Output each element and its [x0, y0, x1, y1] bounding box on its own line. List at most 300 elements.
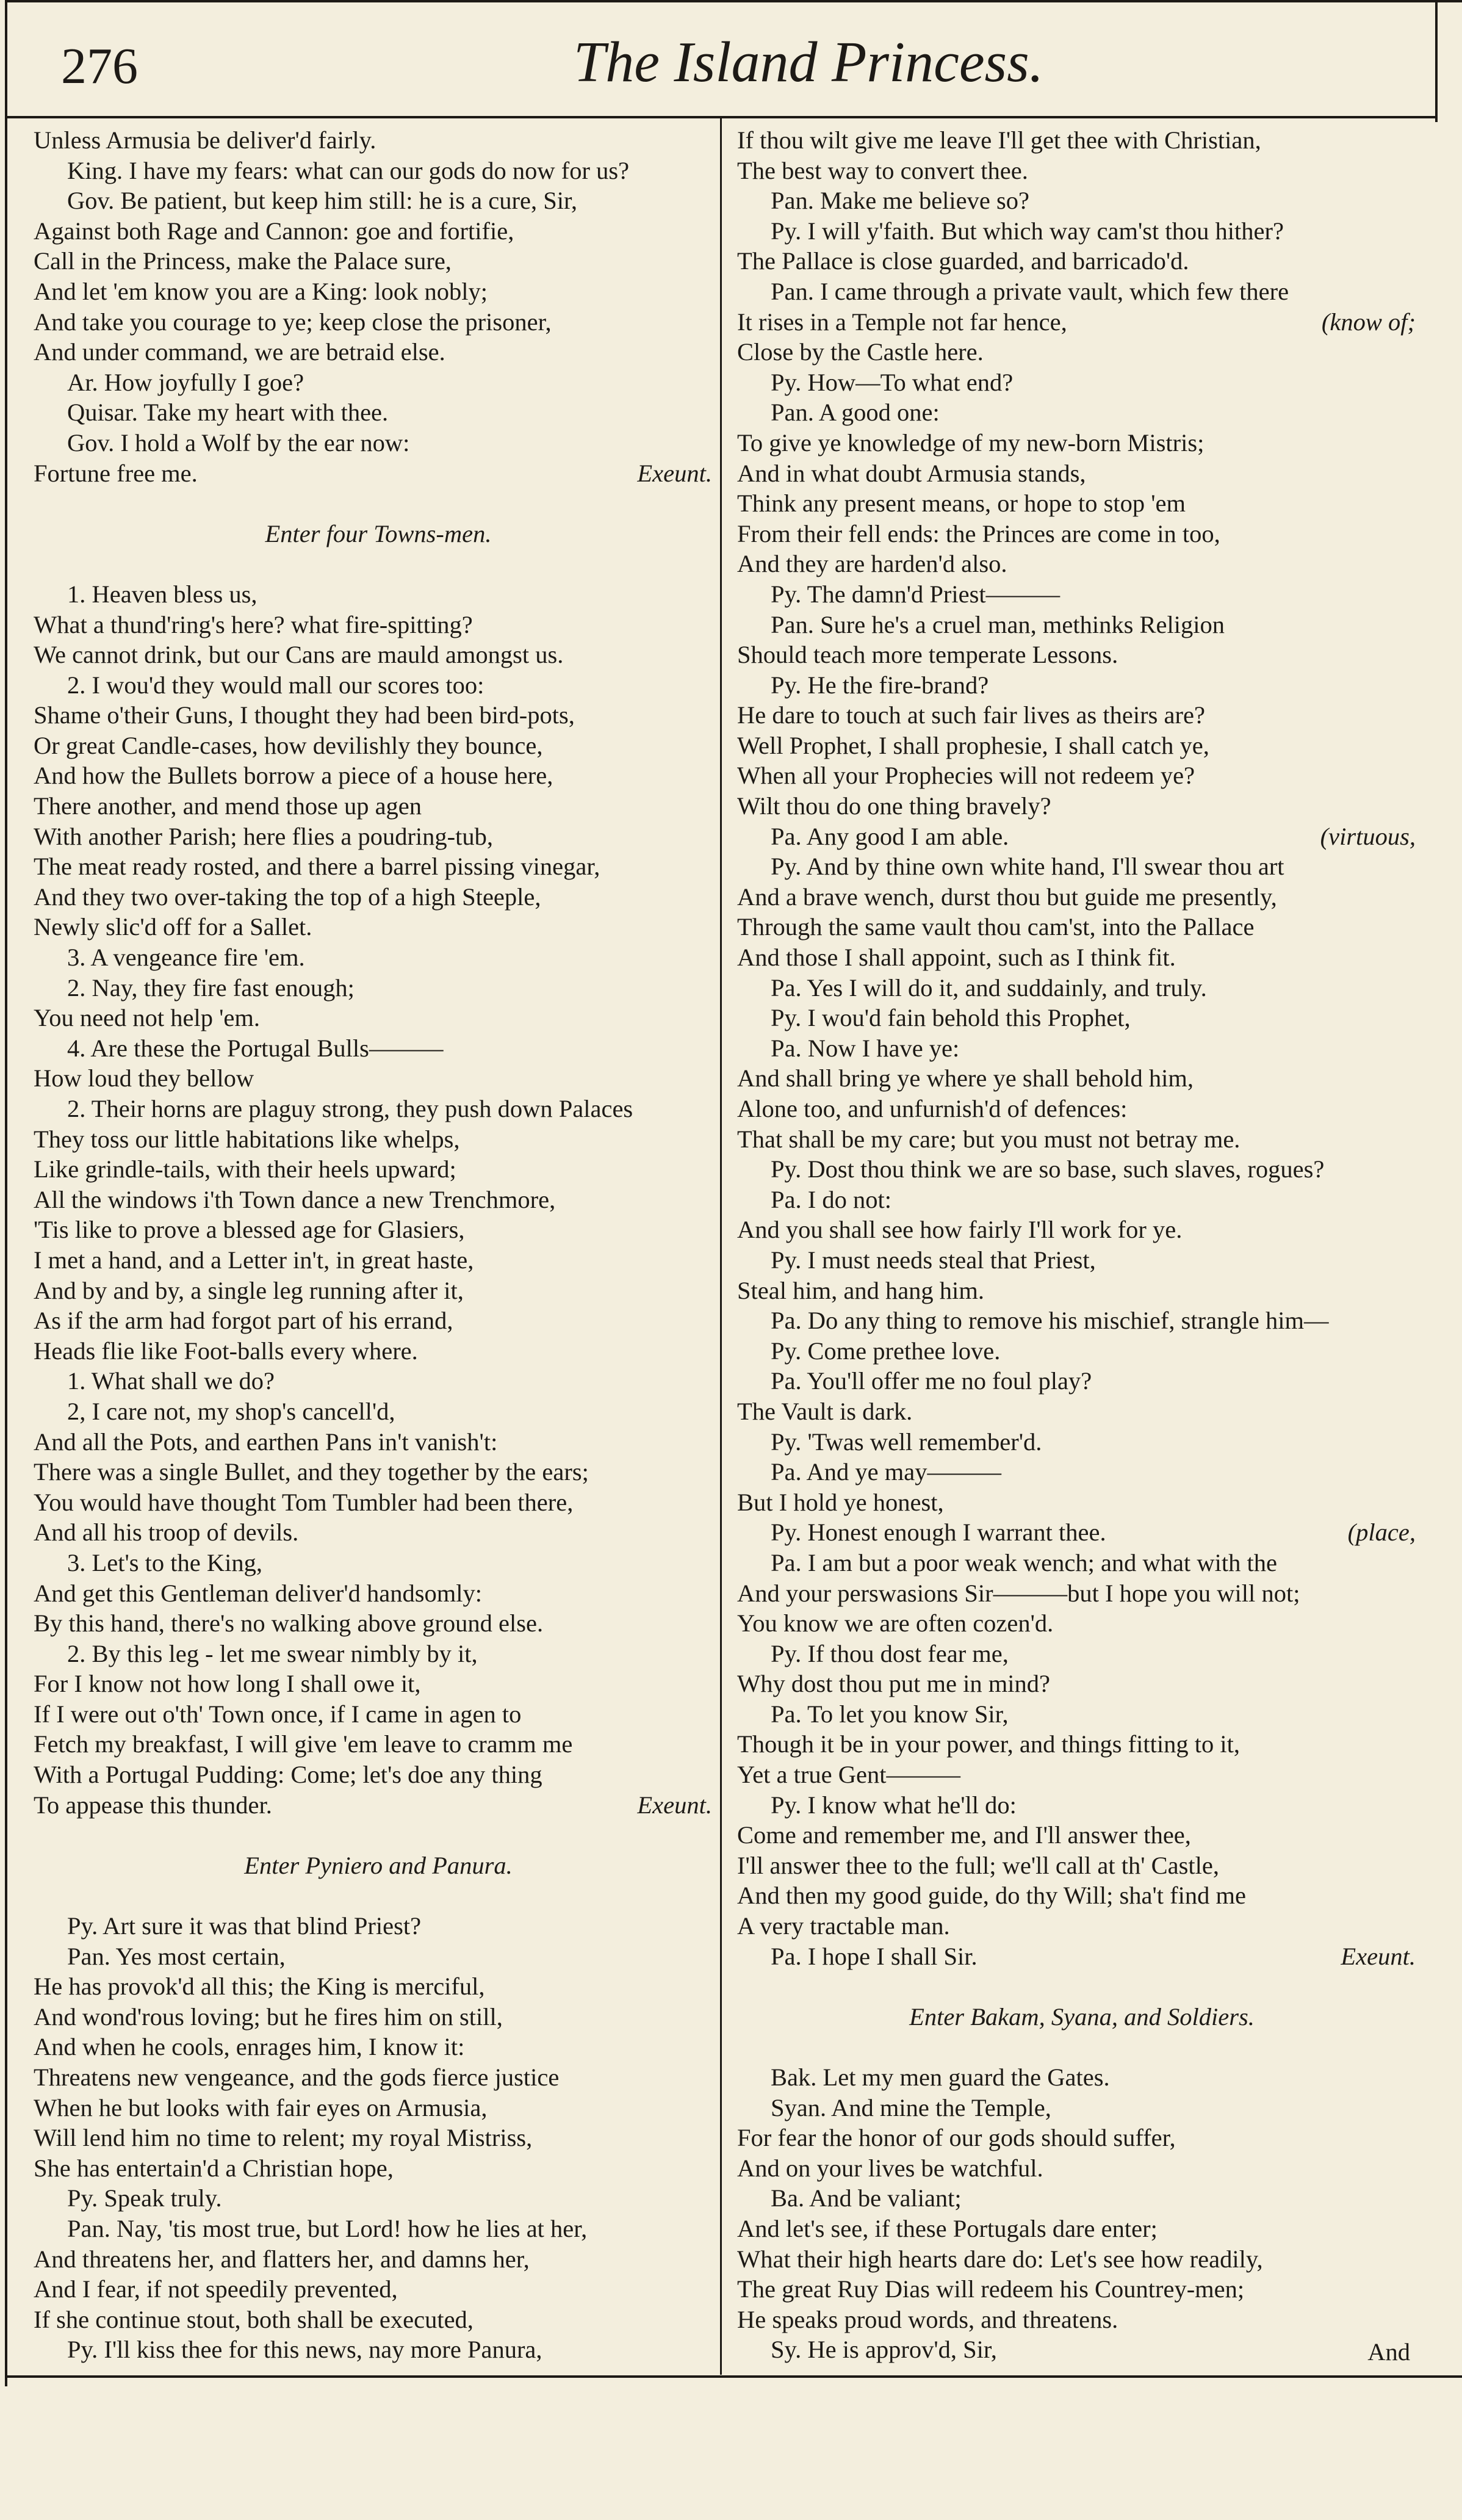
line-text: He speaks proud words, and threatens. [737, 2305, 1118, 2333]
line-text: King. I have my fears: what can our gods do now for us? [67, 156, 630, 184]
line-text: Pan. Make me believe so? [771, 187, 1029, 215]
verse-line [34, 700, 723, 731]
verse-line [34, 1003, 723, 1033]
verse-line [737, 851, 1427, 882]
verse-line [34, 1608, 723, 1639]
page-header [0, 0, 1462, 116]
line-text: Ba. And be valiant; [771, 2184, 962, 2212]
verse-line [34, 307, 723, 338]
verse-line [737, 1276, 1427, 1306]
line-text: Py. How—To what end? [771, 368, 1014, 396]
line-text: For I know not how long I shall owe it, [34, 1670, 421, 1698]
verse-line [34, 276, 723, 307]
verse-line [737, 125, 1427, 156]
line-text: Sy. He is approv'd, Sir, [771, 2336, 997, 2364]
verse-line [737, 397, 1427, 428]
line-text: By this hand, there's no walking above ground else. [34, 1609, 544, 1637]
verse-line [737, 610, 1427, 640]
verse-line [34, 2093, 723, 2123]
line-text: 2, I care not, my shop's cancell'd, [67, 1397, 395, 1425]
verse-line [34, 1245, 723, 1276]
verse-line [737, 2214, 1427, 2244]
line-text: Py. He the fire-brand? [771, 671, 989, 699]
verse-line [34, 2153, 723, 2184]
verse-line [34, 1699, 723, 1730]
line-text: 1. What shall we do? [67, 1367, 275, 1395]
verse-line [34, 1911, 723, 1941]
verse-line [737, 2093, 1427, 2123]
verse-line [737, 1154, 1427, 1185]
verse-line [737, 1457, 1427, 1487]
line-text: Shame o'their Guns, I thought they had been bird-pots, [34, 701, 575, 729]
verse-line [737, 156, 1427, 186]
line-text: Py. If thou dost fear me, [771, 1639, 1009, 1667]
line-text: Gov. Be patient, but keep him still: he is a cure, Sir, [67, 187, 577, 215]
line-text: And how the Bullets borrow a piece of a house here, [34, 762, 553, 790]
line-text: Well Prophet, I shall prophesie, I shall catch ye, [737, 731, 1209, 759]
verse-line [34, 760, 723, 791]
verse-line [34, 1033, 723, 1064]
verse-line [34, 821, 723, 852]
frame-right-rule [1435, 0, 1438, 122]
line-text: Py. I know what he'll do: [771, 1791, 1017, 1819]
verse-line [737, 1366, 1427, 1396]
line-text: Fetch my breakfast, I will give 'em leave to cramm me [34, 1730, 573, 1758]
line-text: And when he cools, enrages him, I know it: [34, 2033, 465, 2061]
verse-line [34, 337, 723, 367]
line-text: Steal him, and hang him. [737, 1276, 984, 1304]
verse-line [737, 428, 1427, 458]
verse-line [737, 1880, 1427, 1911]
verse-line [737, 488, 1427, 519]
line-text: 2. Nay, they fire fast enough; [67, 973, 355, 1002]
line-text: And then my good guide, do thy Will; sha't find me [737, 1882, 1246, 1910]
line-text: You know we are often cozen'd. [737, 1609, 1054, 1637]
verse-line [737, 942, 1427, 973]
verse-line [34, 2123, 723, 2153]
verse-line [34, 579, 723, 610]
stage-direction [737, 2002, 1427, 2032]
line-text: Py. Honest enough I warrant thee. [771, 1518, 1106, 1547]
verse-line [34, 610, 723, 640]
line-text: You would have thought Tom Tumbler had been there, [34, 1488, 574, 1516]
line-text: What their high hearts dare do: Let's see how readily, [737, 2245, 1263, 2273]
line-text: Pan. Nay, 'tis most true, but Lord! how he lies at her, [67, 2214, 588, 2242]
verse-line [737, 1396, 1427, 1427]
verse-line [34, 670, 723, 701]
line-text: Py. Speak truly. [67, 2184, 222, 2212]
verse-line [34, 125, 723, 156]
line-text: Pan. I came through a private vault, which few there [771, 277, 1289, 305]
right-aligned-text: Exeunt. [1341, 1942, 1416, 1970]
line-text: Enter four Towns-men. [265, 519, 492, 547]
verse-line [737, 912, 1427, 942]
verse-line [34, 1729, 723, 1760]
line-text: Pan. Sure he's a cruel man, methinks Religion [771, 610, 1225, 638]
verse-line [737, 791, 1427, 821]
line-text: I met a hand, and a Letter in't, in great haste, [34, 1246, 474, 1274]
verse-line [34, 1124, 723, 1155]
line-text: Syan. And mine the Temple, [771, 2093, 1051, 2121]
verse-line [34, 1790, 723, 1821]
line-text: Py. I must needs steal that Priest, [771, 1246, 1096, 1274]
line-text: Close by the Castle here. [737, 338, 984, 366]
verse-line [34, 1669, 723, 1699]
line-text: With another Parish; here flies a poudring-tub, [34, 822, 494, 850]
line-text: 1. Heaven bless us, [67, 580, 257, 608]
line-text: A very tractable man. [737, 1912, 950, 1940]
line-text: I'll answer thee to the full; we'll call at th' Castle, [737, 1851, 1220, 1879]
verse-line [34, 912, 723, 942]
line-text: From their fell ends: the Princes are come in too, [737, 519, 1220, 547]
line-text: We cannot drink, but our Cans are mauld amongst us. [34, 641, 564, 669]
line-text: And wond'rous loving; but he fires him on still, [34, 2002, 503, 2031]
verse-line [34, 1276, 723, 1306]
line-text: Through the same vault thou cam'st, into the Pallace [737, 913, 1255, 941]
line-text: Or great Candle-cases, how devilishly they bounce, [34, 731, 543, 759]
verse-line [737, 1427, 1427, 1457]
line-text: Against both Rage and Cannon: goe and fortifie, [34, 217, 514, 245]
line-text: And I fear, if not speedily prevented, [34, 2275, 398, 2303]
verse-line [737, 640, 1427, 670]
line-text: But I hold ye honest, [737, 1488, 944, 1516]
verse-line [737, 1548, 1427, 1578]
verse-line [34, 1880, 723, 1911]
running-title: The Island Princess. [574, 31, 1044, 94]
verse-line [737, 2062, 1427, 2093]
verse-line [34, 549, 723, 579]
line-text: Ar. How joyfully I goe? [67, 368, 304, 396]
verse-line [34, 1548, 723, 1578]
verse-line [34, 1154, 723, 1185]
line-text: 3. Let's to the King, [67, 1548, 263, 1576]
verse-line [34, 2214, 723, 2244]
frame-top-rule [5, 0, 1462, 2]
line-text: 2. I wou'd they would mall our scores too: [67, 671, 484, 699]
verse-line [737, 1033, 1427, 1064]
line-text: If I were out o'th' Town once, if I came in agen to [34, 1700, 522, 1728]
line-text: And they two over-taking the top of a high Steeple, [34, 883, 541, 911]
right-aligned-text: Exeunt. [637, 459, 712, 487]
line-text: When all your Prophecies will not redeem ye? [737, 762, 1195, 790]
line-text: And let's see, if these Portugals dare enter; [737, 2214, 1158, 2242]
line-text: To give ye knowledge of my new-born Mistris; [737, 428, 1205, 457]
line-text: The meat ready rosted, and there a barrel pissing vinegar, [34, 853, 600, 881]
line-text: Like grindle-tails, with their heels upward; [34, 1155, 456, 1183]
verse-line [737, 1850, 1427, 1881]
verse-line [34, 731, 723, 761]
line-text: Enter Pyniero and Panura. [244, 1851, 513, 1879]
verse-line [737, 1639, 1427, 1669]
verse-line [737, 1124, 1427, 1155]
line-text: Enter Bakam, Syana, and Soldiers. [909, 2002, 1255, 2031]
line-text: 2. Their horns are plaguy strong, they push down Palaces [67, 1095, 633, 1122]
verse-line [737, 1487, 1427, 1518]
verse-line [34, 156, 723, 186]
stage-direction [34, 1850, 723, 1881]
line-text: Pan. A good one: [771, 399, 940, 427]
line-text: And a brave wench, durst thou but guide me presently, [737, 883, 1277, 911]
line-text: Pa. Now I have ye: [771, 1034, 960, 1062]
verse-line [737, 2032, 1427, 2062]
right-aligned-text: (know of; [1321, 308, 1416, 336]
verse-line [34, 2032, 723, 2062]
verse-line [34, 2274, 723, 2305]
verse-line [737, 1063, 1427, 1094]
line-text: Think any present means, or hope to stop 'em [737, 489, 1186, 518]
line-text: It rises in a Temple not far hence, [737, 308, 1067, 336]
verse-line [737, 760, 1427, 791]
line-text: Py. Come prethee love. [771, 1337, 1001, 1365]
line-text: Py. Art sure it was that blind Priest? [67, 1912, 422, 1940]
line-text: Will lend him no time to relent; my royal Mistriss, [34, 2124, 533, 2152]
line-text: And shall bring ye where ye shall behold him, [737, 1064, 1194, 1092]
line-text: Pa. Do any thing to remove his mischief, strangle him— [771, 1307, 1329, 1335]
verse-line [737, 276, 1427, 307]
line-text: Py. I'll kiss thee for this news, nay more Panura, [67, 2336, 542, 2364]
verse-line [34, 397, 723, 428]
verse-line [34, 186, 723, 216]
verse-line [34, 1971, 723, 2002]
verse-line [737, 1760, 1427, 1790]
verse-line [737, 821, 1427, 852]
line-text: You need not help 'em. [34, 1004, 261, 1032]
line-text: 2. By this leg - let me swear nimbly by it, [67, 1639, 478, 1667]
verse-line [737, 579, 1427, 610]
line-text: The Vault is dark. [737, 1397, 913, 1425]
verse-line [34, 2183, 723, 2214]
line-text: And all his troop of devils. [34, 1518, 299, 1547]
line-text: And take you courage to ye; keep close the prisoner, [34, 308, 552, 336]
line-text: When he but looks with fair eyes on Armusia, [34, 2093, 488, 2121]
line-text: Pa. I hope I shall Sir. [771, 1942, 978, 1970]
verse-line [737, 2305, 1427, 2335]
verse-line [34, 973, 723, 1003]
line-text: 3. A vengeance fire 'em. [67, 944, 305, 972]
verse-line [737, 2274, 1427, 2305]
line-text: Py. I will y'faith. But which way cam'st thou hither? [771, 217, 1284, 245]
verse-line [34, 367, 723, 398]
verse-line [737, 1003, 1427, 1033]
verse-line [34, 1820, 723, 1850]
line-text: If she continue stout, both shall be executed, [34, 2305, 474, 2333]
verse-line [737, 731, 1427, 761]
verse-line [34, 882, 723, 912]
line-text: Pa. I do not: [771, 1185, 891, 1213]
line-text: The Pallace is close guarded, and barricado'd. [737, 247, 1189, 275]
line-text: And you shall see how fairly I'll work for ye. [737, 1216, 1183, 1244]
verse-line [34, 1517, 723, 1548]
line-text: And under command, we are betraid else. [34, 338, 445, 366]
verse-line [34, 1427, 723, 1457]
line-text: That shall be my care; but you must not betray me. [737, 1125, 1241, 1153]
line-text: Newly slic'd off for a Sallet. [34, 913, 312, 941]
verse-line [34, 1305, 723, 1336]
line-text: He has provok'd all this; the King is merciful, [34, 1973, 485, 2001]
line-text: Pa. Yes I will do it, and suddainly, and truly. [771, 973, 1207, 1002]
text-column-right [737, 125, 1427, 2365]
line-text: And those I shall appoint, such as I think fit. [737, 944, 1176, 972]
text-column-left [34, 125, 723, 2365]
line-text: And your perswasions Sir———but I hope you will not; [737, 1579, 1300, 1607]
line-text: The great Ruy Dias will redeem his Countrey-men; [737, 2275, 1245, 2303]
line-text: Fortune free me. [34, 459, 198, 487]
verse-line [737, 1971, 1427, 2002]
verse-line [737, 1245, 1427, 1276]
verse-line [737, 1185, 1427, 1215]
verse-line [34, 1185, 723, 1215]
line-text: Pa. To let you know Sir, [771, 1700, 1009, 1728]
verse-line [737, 1729, 1427, 1760]
verse-line [34, 942, 723, 973]
verse-line [34, 1366, 723, 1396]
line-text: And they are harden'd also. [737, 550, 1007, 578]
line-text: For fear the honor of our gods should suffer, [737, 2124, 1176, 2152]
verse-line [34, 2305, 723, 2335]
line-text: Alone too, and unfurnish'd of defences: [737, 1095, 1128, 1122]
catchword: And [1367, 2338, 1410, 2366]
verse-line [737, 1911, 1427, 1941]
line-text: Py. I wou'd fain behold this Prophet, [771, 1004, 1131, 1032]
verse-line [737, 670, 1427, 701]
line-text: Come and remember me, and I'll answer thee, [737, 1821, 1191, 1849]
verse-line [737, 973, 1427, 1003]
verse-line [737, 2334, 1427, 2365]
verse-line [34, 428, 723, 458]
verse-line [34, 851, 723, 882]
line-text: Threatens new vengeance, and the gods fierce justice [34, 2063, 560, 2091]
frame-left-rule [5, 0, 7, 2386]
line-text: And let 'em know you are a King: look nobly; [34, 277, 488, 305]
verse-line [737, 1608, 1427, 1639]
verse-line [737, 458, 1427, 489]
line-text: And by and by, a single leg running after it, [34, 1276, 464, 1304]
verse-line [737, 1820, 1427, 1850]
verse-line [34, 1941, 723, 1972]
line-text: How loud they bellow [34, 1064, 254, 1092]
verse-line [737, 367, 1427, 398]
verse-line [34, 640, 723, 670]
line-text: Why dost thou put me in mind? [737, 1670, 1050, 1698]
verse-line [737, 1305, 1427, 1336]
line-text: Pa. Any good I am able. [771, 822, 1009, 850]
line-text: What a thund'ring's here? what fire-spitting? [34, 610, 473, 638]
verse-line [34, 1063, 723, 1094]
verse-line [737, 216, 1427, 247]
line-text: To appease this thunder. [34, 1791, 272, 1819]
line-text: And in what doubt Armusia stands, [737, 459, 1086, 487]
verse-line [34, 1760, 723, 1790]
line-text: Should teach more temperate Lessons. [737, 641, 1118, 669]
line-text: She has entertain'd a Christian hope, [34, 2154, 394, 2182]
verse-line [737, 246, 1427, 276]
verse-line [34, 1457, 723, 1487]
verse-line [737, 2183, 1427, 2214]
line-text: And threatens her, and flatters her, and damns her, [34, 2245, 530, 2273]
line-text: 4. Are these the Portugal Bulls——— [67, 1034, 444, 1062]
verse-line [737, 882, 1427, 912]
line-text: Call in the Princess, make the Palace sure, [34, 247, 452, 275]
line-text: There was a single Bullet, and they together by the ears; [34, 1458, 589, 1486]
verse-line [34, 246, 723, 276]
line-text: All the windows i'th Town dance a new Trenchmore, [34, 1185, 556, 1213]
verse-line [34, 1215, 723, 1245]
line-text: Bak. Let my men guard the Gates. [771, 2063, 1110, 2091]
line-text: Gov. I hold a Wolf by the ear now: [67, 428, 410, 457]
verse-line [34, 2002, 723, 2032]
verse-line [737, 1094, 1427, 1124]
line-text: Py. The damn'd Priest——— [771, 580, 1060, 608]
verse-line [737, 549, 1427, 579]
verse-line [737, 519, 1427, 549]
line-text: Yet a true Gent——— [737, 1761, 960, 1789]
verse-line [737, 1578, 1427, 1609]
right-aligned-text: (virtuous, [1320, 822, 1416, 850]
stage-direction [34, 519, 723, 549]
verse-line [737, 2244, 1427, 2275]
verse-line [737, 1517, 1427, 1548]
line-text: Pa. I am but a poor weak wench; and what with the [771, 1548, 1278, 1576]
verse-line [34, 1336, 723, 1367]
line-text: Quisar. Take my heart with thee. [67, 399, 389, 427]
line-text: Py. 'Twas well remember'd. [771, 1428, 1042, 1456]
line-text: Pa. You'll offer me no foul play? [771, 1367, 1092, 1395]
verse-line [34, 1487, 723, 1518]
line-text: As if the arm had forgot part of his errand, [34, 1307, 453, 1335]
verse-line [737, 2123, 1427, 2153]
line-text: 'Tis like to prove a blessed age for Glasiers, [34, 1216, 465, 1244]
verse-line [737, 1790, 1427, 1821]
frame-bottom-rule [5, 2375, 1462, 2378]
right-aligned-text: Exeunt. [637, 1791, 712, 1819]
verse-line [34, 791, 723, 821]
verse-line [34, 216, 723, 247]
line-text: They toss our little habitations like whelps, [34, 1125, 460, 1153]
line-text: Unless Armusia be deliver'd fairly. [34, 126, 376, 154]
verse-line [34, 2334, 723, 2365]
verse-line [737, 700, 1427, 731]
line-text: Py. Dost thou think we are so base, such slaves, rogues? [771, 1155, 1325, 1183]
verse-line [34, 2062, 723, 2093]
verse-line [737, 337, 1427, 367]
right-aligned-text: (place, [1347, 1518, 1416, 1547]
line-text: And get this Gentleman deliver'd handsomly: [34, 1579, 483, 1607]
line-text: There another, and mend those up agen [34, 792, 422, 820]
verse-line [34, 1578, 723, 1609]
line-text: With a Portugal Pudding: Come; let's doe any thing [34, 1761, 542, 1789]
line-text: And on your lives be watchful. [737, 2154, 1043, 2182]
verse-line [737, 307, 1427, 338]
line-text: And all the Pots, and earthen Pans in't vanish't: [34, 1428, 498, 1456]
line-text: Heads flie like Foot-balls every where. [34, 1337, 418, 1365]
line-text: Pan. Yes most certain, [67, 1942, 286, 1970]
line-text: Py. And by thine own white hand, I'll swear thou art [771, 853, 1284, 881]
verse-line [34, 1094, 723, 1124]
verse-line [737, 1941, 1427, 1972]
verse-line [737, 1215, 1427, 1245]
verse-line [737, 1669, 1427, 1699]
verse-line [34, 458, 723, 489]
line-text: Wilt thou do one thing bravely? [737, 792, 1051, 820]
verse-line [737, 1699, 1427, 1730]
verse-line [737, 1336, 1427, 1367]
verse-line [34, 1639, 723, 1669]
line-text: The best way to convert thee. [737, 156, 1028, 184]
line-text: He dare to touch at such fair lives as theirs are? [737, 701, 1205, 729]
line-text: Though it be in your power, and things fitting to it, [737, 1730, 1241, 1758]
verse-line [34, 1396, 723, 1427]
verse-line [737, 2153, 1427, 2184]
